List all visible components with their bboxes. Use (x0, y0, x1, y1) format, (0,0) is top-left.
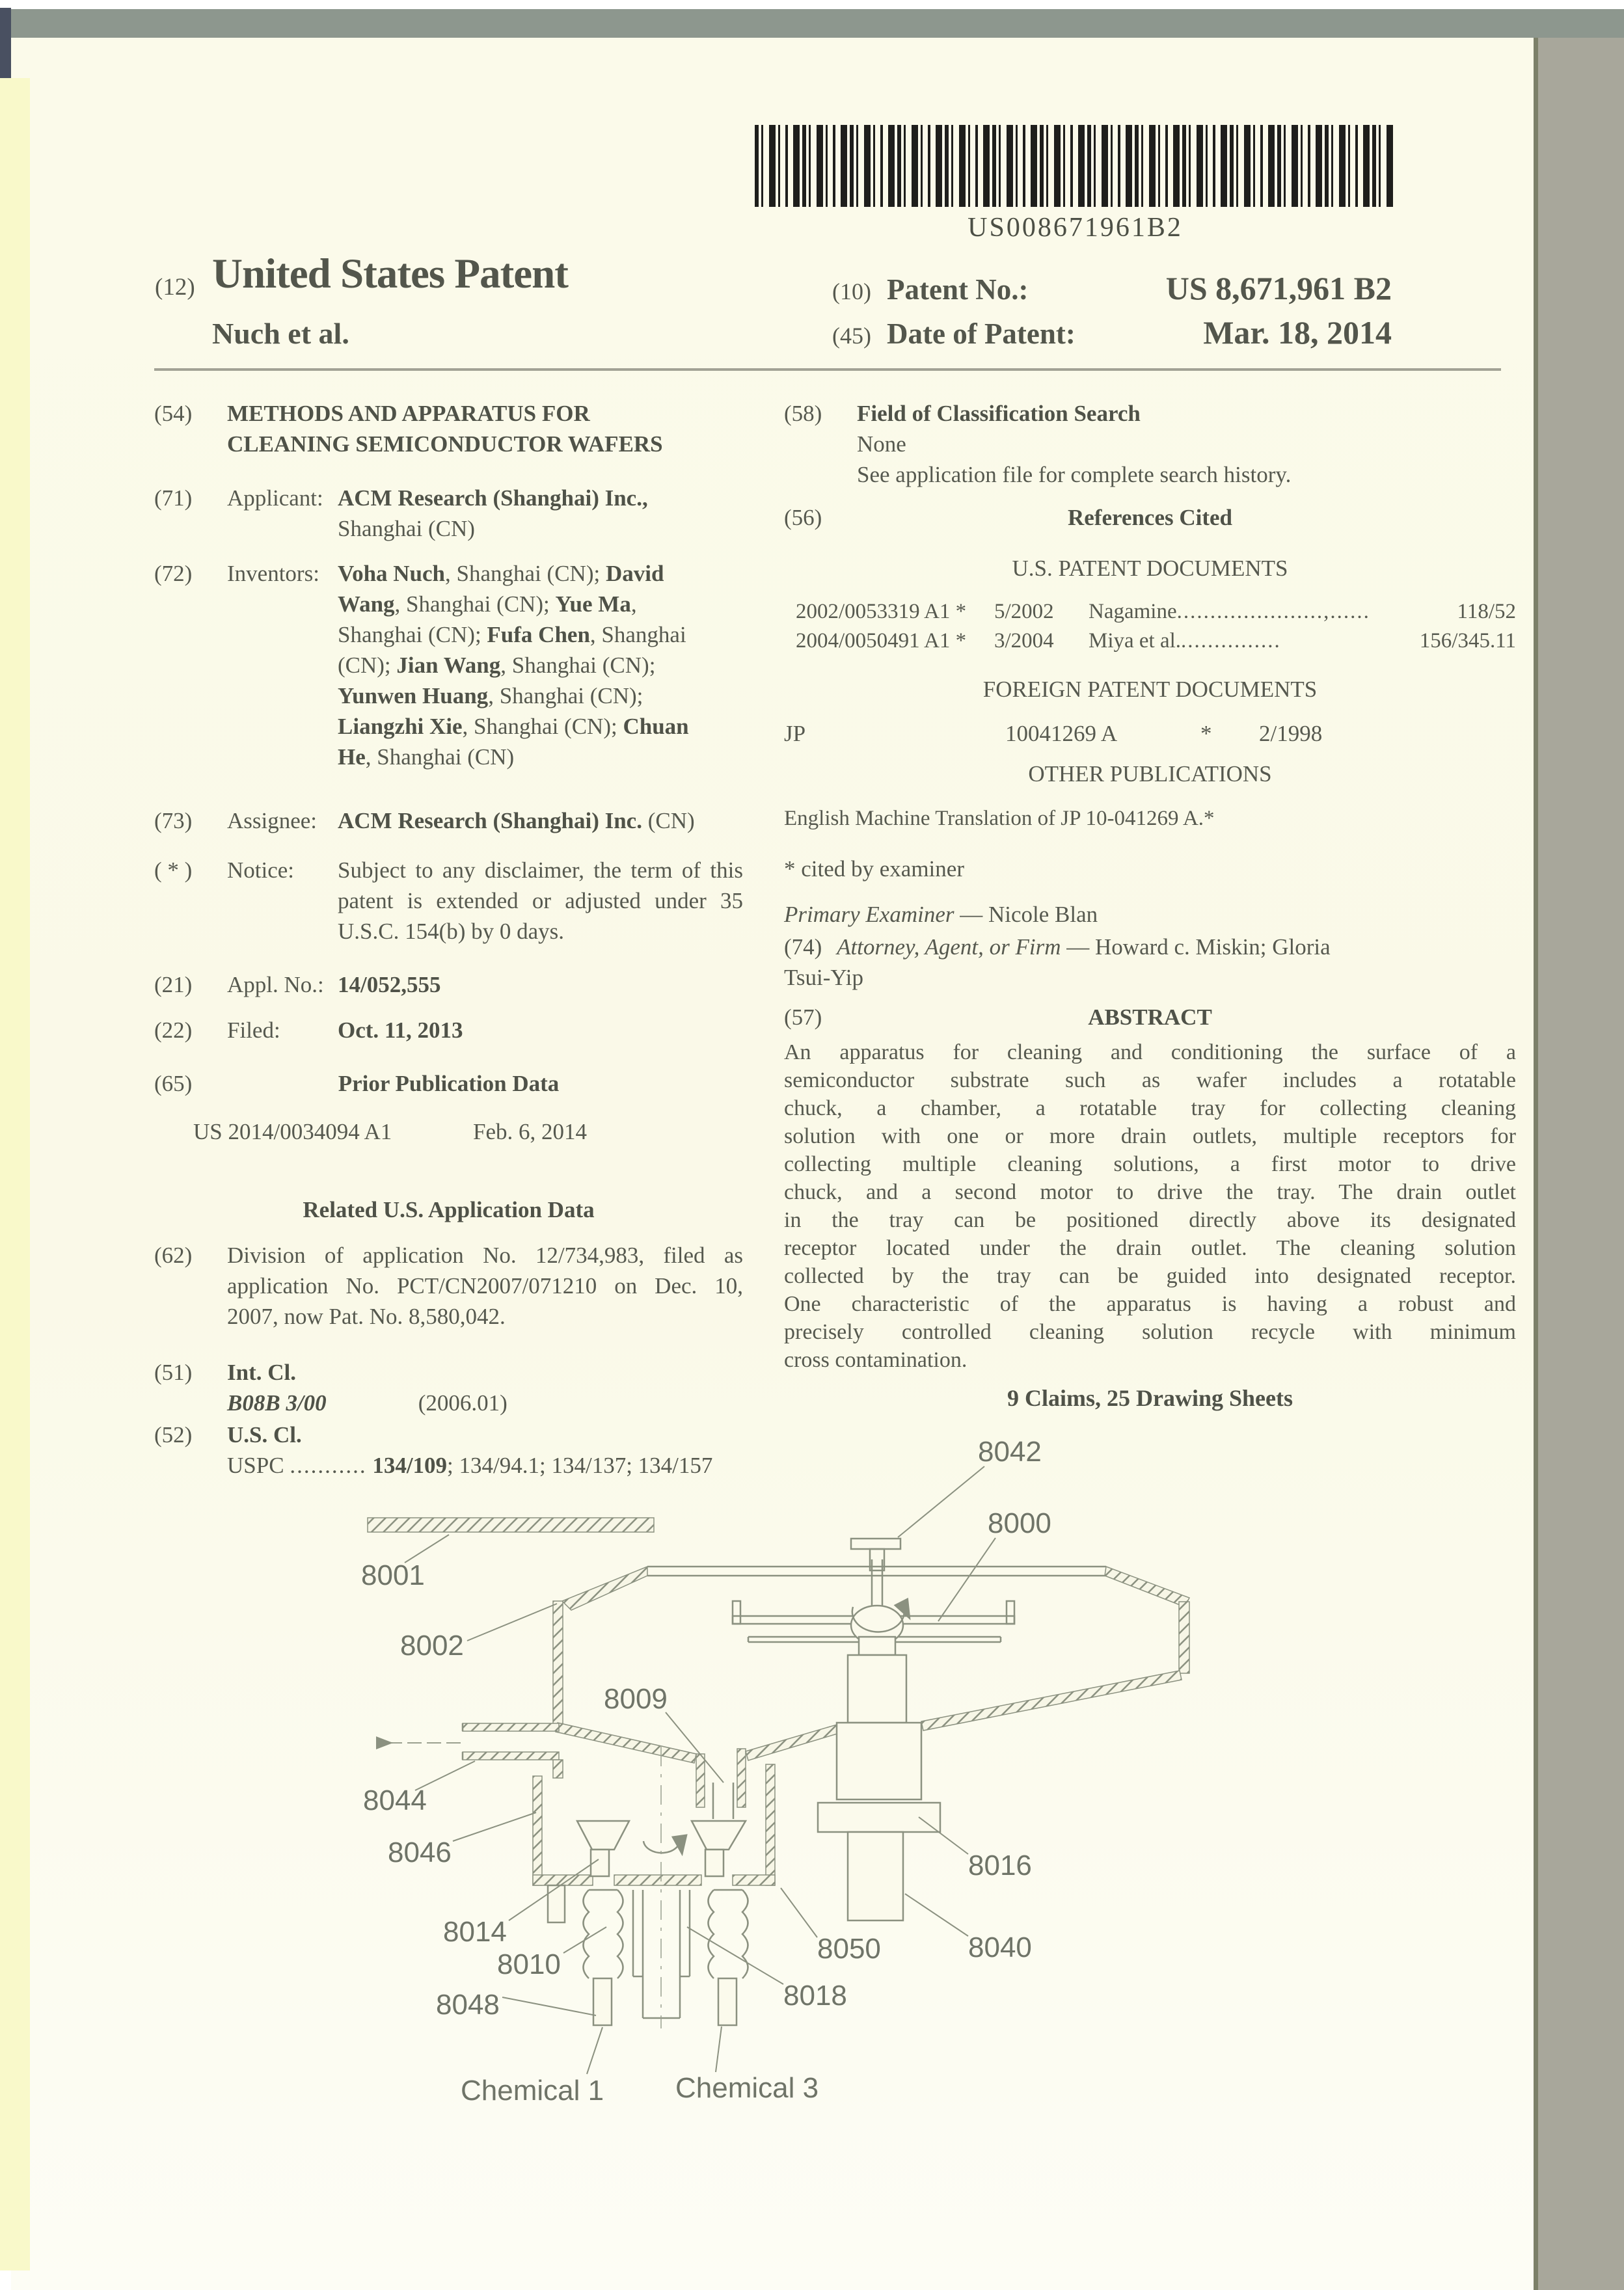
bellows-8018 (709, 1890, 714, 1978)
tag-45: (45) (832, 323, 871, 349)
label-8014: 8014 (443, 1916, 507, 1948)
notice-line: patent is extended or adjusted under 35 (338, 888, 743, 913)
abstract-line: An apparatus for cleaning and conditioning the surface of a (784, 1040, 1516, 1064)
inventor-line: Yunwen Huang, Shanghai (CN); (338, 683, 643, 708)
ref-name: Miya et al. (1089, 629, 1182, 653)
primary-examiner-line (784, 899, 1516, 930)
applicant-label: Applicant: (227, 485, 323, 511)
ref-name: Nagamine (1089, 600, 1177, 623)
tag-22: (22) (154, 1017, 193, 1043)
chemical1-pipe-8048 (593, 1978, 612, 2025)
ref-class: 118/52 (1457, 600, 1516, 623)
attorney-names: — Howard c. Miskin; Gloria (1061, 934, 1331, 960)
barcode (755, 125, 1396, 207)
uspc-rest: ; 134/94.1; 134/137; 134/157 (447, 1453, 713, 1478)
abstract-line: solution with one or more drain outlets, multiple receptors for (784, 1124, 1516, 1148)
us-reference-row (796, 626, 1516, 656)
ref-number: 2004/0050491 A1 * (796, 629, 967, 653)
drain-tube-8014 (548, 1885, 565, 1922)
foreign-docs-head: FOREIGN PATENT DOCUMENTS (982, 677, 1318, 702)
patent-number-row (832, 269, 1392, 307)
tag-71: (71) (154, 485, 193, 511)
field-71-applicant (154, 483, 743, 544)
label-8046: 8046 (388, 1837, 452, 1868)
search-none: None (857, 431, 906, 457)
uspc-dots: ........... (290, 1453, 367, 1478)
tag-74: (74) (784, 934, 822, 960)
inventor-short-name: Nuch et al. (212, 317, 349, 350)
tag-62: (62) (154, 1243, 193, 1268)
attorney-label: Attorney, Agent, or Firm (837, 934, 1061, 960)
ref-dot-leader: ............... (1181, 629, 1281, 653)
bellows-8010 (584, 1890, 589, 1978)
header-rule (154, 368, 1501, 371)
references-head: References Cited (1068, 505, 1232, 530)
scanner-top-band (7, 9, 1624, 38)
receptor-funnel (692, 1821, 746, 1850)
cited-by-examiner: * cited by examiner (784, 856, 964, 882)
uspc-label: USPC (227, 1453, 284, 1478)
inventors-label: Inventors: (227, 561, 319, 586)
label-8044: 8044 (363, 1785, 427, 1816)
inventor-line: Voha Nuch, Shanghai (CN); David (338, 561, 664, 586)
label-8042: 8042 (978, 1436, 1042, 1468)
tag-star: ( * ) (154, 857, 193, 883)
field-74-attorney (784, 932, 1516, 993)
field-notice (154, 855, 743, 947)
field-72-inventors (154, 558, 743, 772)
abstract-line: collected by the tray can be guided into designated receptor. (784, 1264, 1516, 1288)
field-57-abstract-head (784, 1002, 1516, 1032)
scanner-corner-mark (0, 8, 11, 78)
related-data-head: Related U.S. Application Data (303, 1197, 595, 1222)
invention-title-line1: METHODS AND APPARATUS FOR (227, 401, 590, 426)
foreign-date: 2/1998 (1259, 721, 1323, 746)
tag-65: (65) (154, 1071, 193, 1096)
inventor-line: Shanghai (CN); Fufa Chen, Shanghai (338, 622, 686, 647)
other-pub-line: English Machine Translation of JP 10-041269 A.* (784, 807, 1215, 830)
scanner-right-band (1534, 38, 1624, 2290)
us-cl-head: U.S. Cl. (227, 1422, 302, 1448)
label-8009: 8009 (604, 1683, 668, 1715)
kind-code-tag: (12) (155, 274, 195, 301)
field-22-filed (154, 1015, 743, 1045)
applicant-line: Shanghai (CN) (338, 516, 475, 541)
date-of-patent-label: Date of Patent: (887, 317, 1076, 350)
first-motor-column (848, 1655, 906, 1723)
int-cl-head: Int. Cl. (227, 1360, 296, 1385)
label-8002: 8002 (400, 1630, 464, 1662)
int-cl-version: (2006.01) (418, 1390, 508, 1416)
notice-label: Notice: (227, 857, 295, 883)
foreign-reference-row (784, 718, 1516, 749)
inventor-line: Wang, Shanghai (CN); Yue Ma, (338, 591, 637, 617)
tag-58: (58) (784, 401, 822, 426)
notice-line: U.S.C. 154(b) by 0 days. (338, 919, 565, 944)
tag-73: (73) (154, 808, 193, 833)
foreign-number: 10041269 A (1005, 721, 1118, 746)
abstract-line: collecting multiple cleaning solutions, a first motor to drive (784, 1152, 1516, 1176)
abstract-head: ABSTRACT (1088, 1004, 1212, 1030)
barcode-text: US008671961B2 (968, 213, 1183, 243)
abstract-line: chuck, a chamber, a rotatable tray for collecting cleaning (784, 1096, 1516, 1120)
abstract-line: precisely controlled cleaning solution recycle with minimum (784, 1320, 1516, 1344)
receptor-cup-8046 (533, 1776, 542, 1885)
pub-number: US 2014/0034094 A1 (193, 1119, 392, 1144)
motor-body-8040 (848, 1832, 903, 1920)
search-head: Field of Classification Search (857, 401, 1141, 426)
appl-no-label: Appl. No.: (227, 972, 324, 997)
patent-date-row (832, 314, 1392, 351)
abstract-text (784, 1038, 1516, 1374)
label-chemical-1: Chemical 1 (461, 2075, 604, 2107)
us-references-list (796, 597, 1516, 656)
assignee-label: Assignee: (227, 808, 318, 833)
ref-date: 5/2002 (994, 600, 1054, 623)
foreign-country: JP (784, 721, 806, 746)
drain-pipe-8044 (463, 1723, 559, 1731)
scanner-left-strip (0, 78, 30, 2270)
notice-line: Subject to any disclaimer, the term of this (338, 857, 743, 883)
receptor-funnel (577, 1821, 629, 1850)
pub-date: Feb. 6, 2014 (473, 1119, 587, 1144)
page-title: United States Patent (212, 250, 568, 297)
label-8000: 8000 (988, 1507, 1051, 1539)
foreign-star: * (1200, 721, 1212, 746)
cover-plate-8001 (368, 1518, 654, 1532)
patent-figure (293, 1418, 1431, 2157)
search-history: See application file for complete search history. (857, 462, 1292, 487)
abstract-line: receptor located under the drain outlet. The cleaning solution (784, 1236, 1516, 1260)
apparatus-drawing (293, 1418, 1431, 2157)
appl-no-value: 14/052,555 (338, 972, 441, 997)
abstract-line: semiconductor substrate such as wafer includes a rotatable (784, 1068, 1516, 1092)
assignee-value: ACM Research (Shanghai) Inc. (CN) (338, 808, 695, 833)
patent-no-label: Patent No.: (887, 273, 1029, 306)
date-of-patent-value: Mar. 18, 2014 (1203, 314, 1392, 351)
inventor-line: Liangzhi Xie, Shanghai (CN); Chuan (338, 714, 689, 739)
tag-72: (72) (154, 561, 193, 586)
motor-mount-8016 (818, 1803, 940, 1832)
inventor-line: (CN); Jian Wang, Shanghai (CN); (338, 653, 656, 678)
label-8001: 8001 (361, 1559, 425, 1591)
primary-examiner-label: Primary Examiner (784, 902, 954, 927)
patent-no-value: US 8,671,961 B2 (1165, 270, 1392, 306)
chemical3-pipe (718, 1978, 737, 2025)
tag-10: (10) (832, 278, 871, 304)
label-8010: 8010 (497, 1948, 561, 1980)
ref-dot-leader: ......................,...... (1176, 600, 1370, 623)
tag-56: (56) (784, 505, 822, 530)
abstract-line: cross contamination. (784, 1348, 968, 1372)
tag-51: (51) (154, 1360, 193, 1385)
field-73-assignee (154, 805, 743, 836)
other-pubs-head: OTHER PUBLICATIONS (1028, 761, 1272, 787)
tag-21: (21) (154, 972, 193, 997)
field-62-division (154, 1240, 743, 1332)
field-56-references (784, 502, 1516, 533)
attorney-names-line2: Tsui-Yip (784, 965, 864, 990)
label-8018: 8018 (783, 1980, 847, 2012)
label-8040: 8040 (968, 1932, 1032, 1963)
abstract-line: chuck, and a second motor to drive the tray. The drain outlet (784, 1180, 1516, 1204)
us-reference-row (796, 597, 1516, 626)
inventor-line: He, Shanghai (CN) (338, 744, 515, 770)
claims-line: 9 Claims, 25 Drawing Sheets (1007, 1385, 1293, 1411)
field-54-title (154, 398, 743, 459)
field-65-prior-pub (154, 1068, 743, 1099)
filed-label: Filed: (227, 1017, 280, 1043)
uspc-primary: 134/109 (372, 1453, 448, 1478)
label-8048: 8048 (436, 1989, 500, 2021)
prior-pub-row (193, 1116, 743, 1147)
division-line: Division of application No. 12/734,983, filed as (227, 1243, 743, 1268)
tag-52: (52) (154, 1422, 193, 1448)
prior-pub-head: Prior Publication Data (338, 1071, 560, 1096)
applicant-line: ACM Research (Shanghai) Inc., (338, 485, 648, 511)
int-cl-code: B08B 3/00 (227, 1390, 327, 1416)
abstract-line: in the tray can be positioned directly above its designated (784, 1208, 1516, 1232)
primary-examiner-name: — Nicole Blan (954, 902, 1098, 927)
label-8050: 8050 (817, 1933, 881, 1965)
label-8016: 8016 (968, 1850, 1032, 1881)
field-58-search (784, 398, 1516, 490)
division-line: 2007, now Pat. No. 8,580,042. (227, 1304, 506, 1329)
field-21-appl-no (154, 969, 743, 1000)
us-patent-docs-head: U.S. PATENT DOCUMENTS (1012, 556, 1288, 581)
invention-title-line2: CLEANING SEMICONDUCTOR WAFERS (227, 431, 663, 457)
ref-class: 156/345.11 (1419, 629, 1516, 653)
ref-date: 3/2004 (994, 629, 1054, 653)
division-line: application No. PCT/CN2007/071210 on Dec. 10, (227, 1273, 743, 1299)
label-chemical-3: Chemical 3 (675, 2072, 819, 2104)
tag-57: (57) (784, 1004, 822, 1030)
tag-54: (54) (154, 401, 193, 426)
figure-labels (361, 1436, 1051, 2107)
ref-number: 2002/0053319 A1 * (796, 600, 967, 623)
filed-value: Oct. 11, 2013 (338, 1017, 463, 1043)
abstract-line: One characteristic of the apparatus is having a robust and (784, 1292, 1516, 1316)
chamber-walls (368, 1518, 1189, 1885)
field-51-int-cl (154, 1357, 743, 1418)
